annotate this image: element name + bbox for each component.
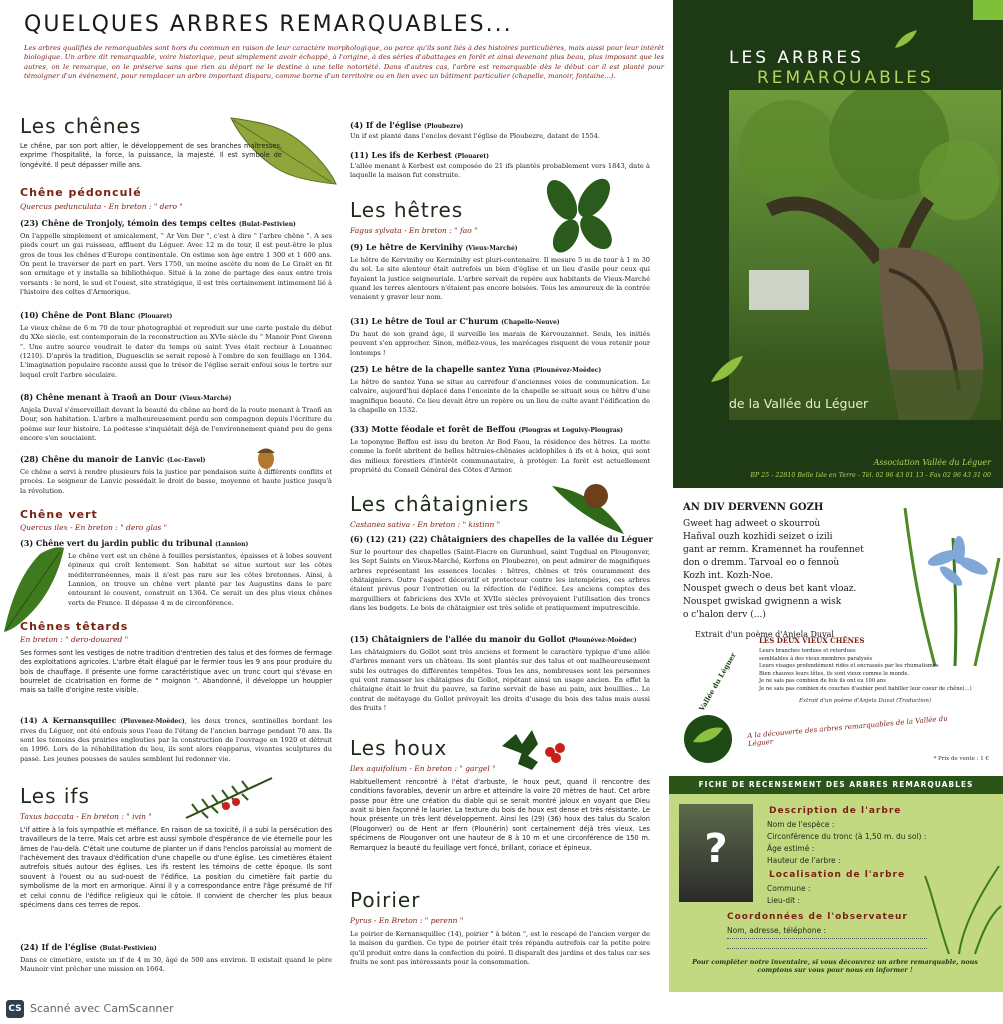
- cover-association: Association Vallée du Léguer: [873, 458, 991, 467]
- column-middle: [346, 112, 664, 992]
- section-title-chataigniers: Les châtaigniers: [350, 492, 530, 516]
- entry-title-10: (10) Chêne de Pont Blanc (Plouaret): [20, 310, 173, 320]
- entry-text-24: Dans ce cimetière, existe un if de 4 m 30, âgé de 500 ans environ. Il existait quand le père Maunoir vint prêcher une mission en 1664.: [20, 956, 332, 974]
- tetards-text: Ses formes sont les vestiges de notre tradition d'entretien des talus et des formes de fermage des exploitations agricoles. L'arbre était élagué par le fermier tous les 9 ans pour produire du bois de chauffage. Il présente une forme caractéristique avec un tronc court qui s'évase en bourrelet de cicatrisation en forme de " moignon ". Abandonné, il développe un houppier mais sa taille d'origine reste visible.: [20, 649, 332, 695]
- cover-corner-tab: [973, 0, 1003, 20]
- field-hauteur[interactable]: Hauteur de l'arbre :: [767, 856, 841, 865]
- poirier-text: Le poirier de Kernansquillec (14), poirier " à béton ", est le rescapé de l'ancien verger de la maison du gardien. Ce type de poirier était très répandu autrefois car la petite poire qu'il produit entre dans la confection du poiré. Il disparaît des jardins et des talus car ses fruits ne sont pas intéressants pour la consommation.: [350, 930, 650, 967]
- latin-tetards: En breton : " dero-douared ": [20, 635, 129, 644]
- leaf-sprig-icon: [709, 352, 745, 386]
- iris-flower-icon: [895, 498, 1003, 668]
- entry-text-31: Du haut de son grand âge, il surveille les marais de Kervouzannet. Seuls, les initiés peuvent s'en approcher. Sinon, méfiez-vous, les marécages risquent de vous retenir pour lontemps !: [350, 330, 650, 357]
- entry-title-4: (4) If de l'église (Ploubezre): [350, 120, 464, 130]
- tagline: A la découverte des arbres remarquables de la Vallée du Léguer: [747, 714, 949, 748]
- entry-text-11: L'allée menant à Kerbest est composée de 21 ifs plantés probablement vers 1843, date à laquelle la maison fut construite.: [350, 162, 650, 180]
- section-title-poirier: Poirier: [350, 888, 421, 912]
- field-age[interactable]: Âge estimé :: [767, 844, 815, 853]
- section-title-hetres: Les hêtres: [350, 198, 464, 222]
- entry-title-15: (15) Châtaigniers de l'allée du manoir du Gollot (Plounévez-Moëdec): [350, 634, 637, 644]
- entry-title-9: (9) Le hêtre de Kervinihy (Vieux-Marché): [350, 242, 518, 252]
- poem-fr-credit: Extrait d'un poème d'Anjela Duval (Traduction): [799, 698, 932, 704]
- subtitle-chene-vert: Chêne vert: [20, 508, 98, 521]
- entry-title-3: (3) Chêne vert du jardin public du tribunal (Lannion): [20, 538, 249, 548]
- yew-branch-icon: [184, 772, 274, 822]
- cover-address: BP 25 - 22810 Belle Isle en Terre - Tél. 02 96 43 01 13 - Fax 02 96 43 31 00: [750, 472, 991, 479]
- fiche-header: FICHE DE RECENSEMENT DES ARBRES REMARQUABLES: [698, 780, 974, 789]
- section-title-ifs: Les ifs: [20, 784, 90, 808]
- grass-icon: [919, 856, 1003, 956]
- entry-title-6: (6) (12) (21) (22) Châtaigniers des chapelles de la vallée du Léguer: [350, 534, 653, 544]
- acorn-icon: [254, 442, 278, 470]
- field-lieu-dit[interactable]: Lieu-dit :: [767, 896, 801, 905]
- cover-title-line1: LES ARBRES: [729, 48, 864, 68]
- poem-body: Gweet hag adweet o skourroù Hañval ouzh kozhidi seizet o izili gant ar remm. Kramennet ha roufennet don o dremm. Tarvoal eo o fennoù Kozh int. Kozh-Noe. Nouspet gwech o deus bet kant vloaz. Nouspet gwiskad gwignenn a wisk o c'halon derv (...): [683, 519, 864, 621]
- latin-poirier: Pyrus - En Breton : " perenn ": [350, 916, 464, 925]
- cover-title-line2: REMARQUABLES: [757, 68, 934, 88]
- latin-chataigniers: Castanea sativa - En breton : " kistinn ": [350, 520, 501, 529]
- dotted-line: [727, 938, 927, 939]
- poem-fr-title: LES DEUX VIEUX CHÊNES: [759, 636, 865, 645]
- entry-text-4: Un if est planté dans l'enclos devant l'église de Ploubezre, datant de 1554.: [350, 132, 600, 140]
- subtitle-pedoncule: Chêne pédonculé: [20, 186, 142, 199]
- price-label: * Prix de vente : 1 €: [933, 756, 989, 762]
- field-observateur[interactable]: Nom, adresse, téléphone :: [727, 926, 826, 935]
- section-title-chenes: Les chênes: [20, 114, 142, 138]
- houx-text: Habituellement rencontré à l'état d'arbuste, le houx peut, quand il rencontre des conditions favorables, devenir un arbre et atteindre la voire 20 mètres de haut. Cet arbre passe pour être une création du diable qui se serait montré jaloux en voyant que Dieu avait si bien façonné le laurier. La texture du bois de houx est dense et très résistante. Le houx présente un très lent développement. Ainsi les (29) (36) houx des talus du Scalon (Plougonver) ou de Hent ar Ifern (Plounérin) sont certainement déjà très vieux. Les spécimens de Plougonver ont une hauteur de 8 à 10 m et une circonférence de 150 m. Remarquez la beauté du feuillage vert foncé, brillant, coriace et épineux.: [350, 778, 650, 852]
- fiche-panel: [669, 776, 1003, 992]
- chestnut-icon: [550, 480, 630, 536]
- entry-text-14: (14) A Kernansquillec (Pluvenez-Moëdec), les deux troncs, sentinelles bordant les rives du Léguer, ont été enfouis sous l'eau de l'étang de l'ancien barrage pendant 70 ans. Ils sont les témoins des prairies englouties par la construction de l'ouvrage en 1920 et détruit en 1996. Lors de la réhabilitation du lieu, ils sont alors réapparus, vivantes sculptures du passé. Les jeunes pousses de saules semblent lui redonner vie.: [20, 716, 332, 763]
- field-circonference[interactable]: Circonférence du tronc (à 1,50 m. du sol) :: [767, 832, 927, 841]
- holly-icon: [498, 722, 578, 772]
- latin-hetres: Fagus sylvata - En breton : " fao ": [350, 226, 478, 235]
- chenes-intro: Le chêne, par son port altier, le développement de ses branches maîtresses, exprime l'hospitalité, la force, la puissance, la majesté. Il est symbole de longévité. Il peut dépasser mille ans.: [20, 142, 282, 169]
- beech-leaf-icon: [534, 176, 624, 256]
- scanner-bar: [0, 994, 1003, 1024]
- subtitle-tetards: Chênes têtards: [20, 620, 129, 633]
- entry-text-33: Le toponyme Beffou est issu du breton Ar Bod Faou, la résidence des hêtres. La motte comme la forêt abritent de belles hêtraies-chênaies acidophiles à ifs et à houx, qui sont des milieux forestiers d'intérêt communautaire, à protéger. La forêt est actuellement propriété du Conseil Général des Côtes d'Armor.: [350, 438, 650, 475]
- entry-text-28: Ce chêne a servi à rendre plusieurs fois la justice par pendaison suite à différents conflits et procès. Le seigneur de Lanvic possédait le droit de basse, moyenne et haute justice jusqu'à la révolution.: [20, 468, 332, 495]
- latin-pedoncule: Quercus pedunculata - En breton : " dero ": [20, 202, 183, 211]
- intro-text: Les arbres qualifiés de remarquables sont hors du commun en raison de leur caractère morphologique, ou parce qu'ils sont liés à des histoires particulières, mais aussi pour leur intérêt biologique. Un arbre dit remarquable, voire historique, peut simplement avoir échappé, à l'origine, à des séries d'abattages en forêt et ainsi devenant plus beau, plus imposant que les autres, on le remarque, on le préserve sans que rien au départ ne le destine à une telle notoriété. Dans d'autres cas, l'arbre est remarquable dès le début car il est planté pour témoigner d'un événement, pour remplacer un arbre important disparu, comme borne d'un territoire ou en lien avec un bâtiment particulier (chapelle, manoir, fontaine...).: [24, 44, 664, 81]
- section-title-houx: Les houx: [350, 736, 448, 760]
- poem-title: AN DIV DERVENN GOZH: [683, 502, 824, 513]
- field-commune[interactable]: Commune :: [767, 884, 811, 893]
- entry-title-23: (23) Chêne de Tronjoly, témoin des temps celtes (Bulat-Pestivien): [20, 218, 296, 228]
- fiche-loc-title: Localisation de l'arbre: [769, 870, 906, 880]
- entry-title-31: (31) Le hêtre de Toul ar C'hurum (Chapelle-Neuve): [350, 316, 560, 326]
- entry-title-11: (11) Les ifs de Kerbest (Plouaret): [350, 150, 489, 160]
- cover-tree-photo: [729, 90, 1001, 420]
- latin-chene-vert: Quercus ilex - En breton : " dero glas ": [20, 523, 168, 532]
- dotted-line: [727, 948, 927, 949]
- fiche-obs-title: Coordonnées de l'observateur: [727, 912, 908, 922]
- latin-houx: Ilex aquifolium - En breton : " gargel ": [350, 764, 496, 773]
- entry-text-6: Sur le pourtour des chapelles (Saint-Fiacre en Gurunhuel, saint Tugdual en Plougonver, les Sept Saints en Vieux-Marché, Kerfons en Ploubezre), on peut admirer de magnifiques arbres représentant les essences locales : hêtres, chênes et très couramment des châtaigniers. Outre l'aspect décoratif et protecteur contre les intempéries, ces arbres étaient prévus pour l'entretien ou la réfection de l'édifice. Les anciens comptes des marguilliers et fabriciens des XVIe et XVIIe siècles prévoyaient l'utilisation des troncs dans les budgets. Le bois de châtaignier est très solide et pratiquement imputrescible.: [350, 548, 650, 613]
- cover-subtitle: de la Vallée du Léguer: [729, 396, 869, 411]
- entry-text-3: Le chêne vert est un chêne à feuilles persistantes, épaisses et à lobes souvent épineux qui croît lentement. Son habitat se situe surtout sur les côtes méditerranéennes, mais il n'est pas rare sur les côtes bretonnes. Ainsi, à Lannion, on trouve un chêne vert planté par les Augustins dans le parc entourant le couvent, construit en 1364. Ce serait un des plus vieux chênes verts de France. Il dépasse 4 m de circonférence.: [68, 552, 332, 607]
- sprout-icon: [891, 28, 921, 54]
- entry-text-15: Les châtaigniers du Gollot sont très anciens et forment le caractère typique d'une allée d'arbres menant vers un château. Ils sont plantés sur des talus et ont malheureusement subi les outrages de différentes tempêtes. Tous les ans, nombreuses sont les personnes qui vont ramasser les châtaignes du Gollot, répétant ainsi un usage ancien. En effet la châtaigne était le fruit du pauvre, sa farine servait de base au pain, aux bouillies... Le contrat de métayage du Gollot prévoyait les droits d'usage du bois des talus mais aussi des fruits !: [350, 648, 650, 713]
- entry-text-9: Le hêtre de Kervinihy ou Kerminihy est pluri-centenaire. Il mesure 5 m de tour à 1 m 30 du sol. Le site alentour était autrefois un bien d'église et un lieu d'asile pour ceux qui fuyaient la justice seigneuriale. L'arbre servait de repère aux habitants de Vieux-Marché quand les terres alentours n'étaient pas encore boisées. Tous les amoureux de la contrée venaient y graver leur nom.: [350, 256, 650, 302]
- entry-title-33: (33) Motte féodale et forêt de Beffou (Plougras et Loguivy-Plougras): [350, 424, 624, 434]
- question-mark-icon: ?: [704, 826, 728, 872]
- cover-panel: [673, 0, 1003, 488]
- camscanner-logo-icon: CS: [6, 1000, 24, 1018]
- column-left: [16, 112, 336, 992]
- poem-panel: [669, 494, 1003, 776]
- entry-text-25: Le hêtre de santez Yuna se situe au carrefour d'anciennes voies de communication. Le calvaire, aujourd'hui déplacé dans l'enceinte de la chapelle se situait sous ce hêtre d'une magnifique beauté. Ce lieu devait être un repère ou un lieu de culte avant l'édification de la chapelle en 1532.: [350, 378, 650, 415]
- field-espece[interactable]: Nom de l'espèce :: [767, 820, 835, 829]
- ifs-text: L'if attire à la fois sympathie et méfiance. En raison de sa toxicité, il a subi la persécution des travailleurs de la terre. Mais cet arbre est aussi symbole d'espérance de vie éternelle pour les âmes de l'au-delà. C'était une coutume de planter un if dans l'enclos paroissial au moment de l'achèvement des travaux d'édification d'une chapelle ou d'une église. Les cimetières étaient autrefois situés autour des églises. Les ifs restent les témoins de cette époque. Ils sont souvent à l'ouest ou au sud-ouest de l'édifice. La position du cimetière fait partie du symbolisme de la mort en armorique. Ainsi il y a correspondance entre l'âge présumé de l'if et celui connu de l'édifice religieux qui le côtoie. Il convient de chercher les plus beaux spécimens dans ces terres de repos.: [20, 826, 332, 909]
- scanner-label: Scanné avec CamScanner: [30, 1002, 174, 1015]
- entry-text-23: On l'appelle simplement et amicalement, " Ar Ven Der ", c'est à dire " l'arbre chêne ". A ses pieds court un gai ruisseau, affluent du Léguer. Avec 12 m de tour, il est peut-être le plus gros de tous les chênes d'Europe continentale. On estime son âge entre 1 300 et 1 600 ans. On peut le traverser de part en part. Vers 1750, un moine ascète du nom de Le Graët en fit son ermitage et y installa sa bibliothèque. Situé à la zone de partage des eaux entre trois versants : le nord, le sud et l'ouest, site stratégique, il est très certainement intimement lié à l'histoire des celtes d'Armorique.: [20, 232, 332, 297]
- fiche-desc-title: Description de l'arbre: [769, 806, 902, 816]
- entry-title-8: (8) Chêne menant à Traoñ an Dour (Vieux-Marché): [20, 392, 232, 402]
- entry-text-8: Anjela Duval s'émerveillait devant la beauté du chêne au bord de la route menant à Traoñ an Dour, son habitation. L'arbre a malheureusement perdu son compagnon depuis l'écriture du poème sur leur histoire. La poétesse s'inquiétait déjà de l'environnement quand peu de gens encore s'en souciaient.: [20, 406, 332, 443]
- fiche-tree-photo: [679, 804, 753, 902]
- fiche-footer: Pour compléter notre inventaire, si vous découvrez un arbre remarquable, nous comptons sur vous pour nous en informer !: [692, 958, 978, 974]
- page-title: QUELQUES ARBRES REMARQUABLES...: [24, 12, 513, 37]
- logo-text: Vallée du Léguer: [697, 650, 738, 713]
- latin-ifs: Taxus baccata - En breton : " ivin ": [20, 812, 152, 821]
- vallee-leguer-logo-icon: [675, 706, 741, 772]
- entry-title-24: (24) If de l'église (Bulat-Pestivien): [20, 942, 157, 952]
- entry-title-25: (25) Le hêtre de la chapelle santez Yuna (Plounévez-Moëdec): [350, 364, 602, 374]
- poem-credit: Extrait d'un poème d'Anjela Duval: [695, 630, 834, 639]
- poem-fr-body: Leurs branches tordues et retordues semblables à des vieux membres paralysés Leurs visages profondément ridés et encrassés par les rhumatismes Bien chauves leurs têtes, ils sont vieux comme le monde. Je ne sais pas combien de fois ils ont eu 100 ans Je ne sais pas combien de couches d'aubier peut habiller leur coeur de chêne(...): [759, 648, 972, 692]
- entry-title-28: (28) Chêne du manoir de Lanvic (Loc-Envel): [20, 454, 206, 464]
- entry-text-10: Le vieux chêne de 6 m 70 de tour photographié et reproduit sur une carte postale du début du XXe siècle, est contemporain de la reconstruction au XVIe siècle du " Manoir Pont Gwenn ". Une autre source voudrait le dater du temps où saint Yves était recteur à Louannec (1210). D'après la tradition, Duguesclin se serait reposé à l'ombre de son feuillage en 1364. L'imagination populaire raconte aussi que le trésor de l'église serait enfoui sous le tertre sur lequel croît l'arbre séculaire.: [20, 324, 332, 379]
